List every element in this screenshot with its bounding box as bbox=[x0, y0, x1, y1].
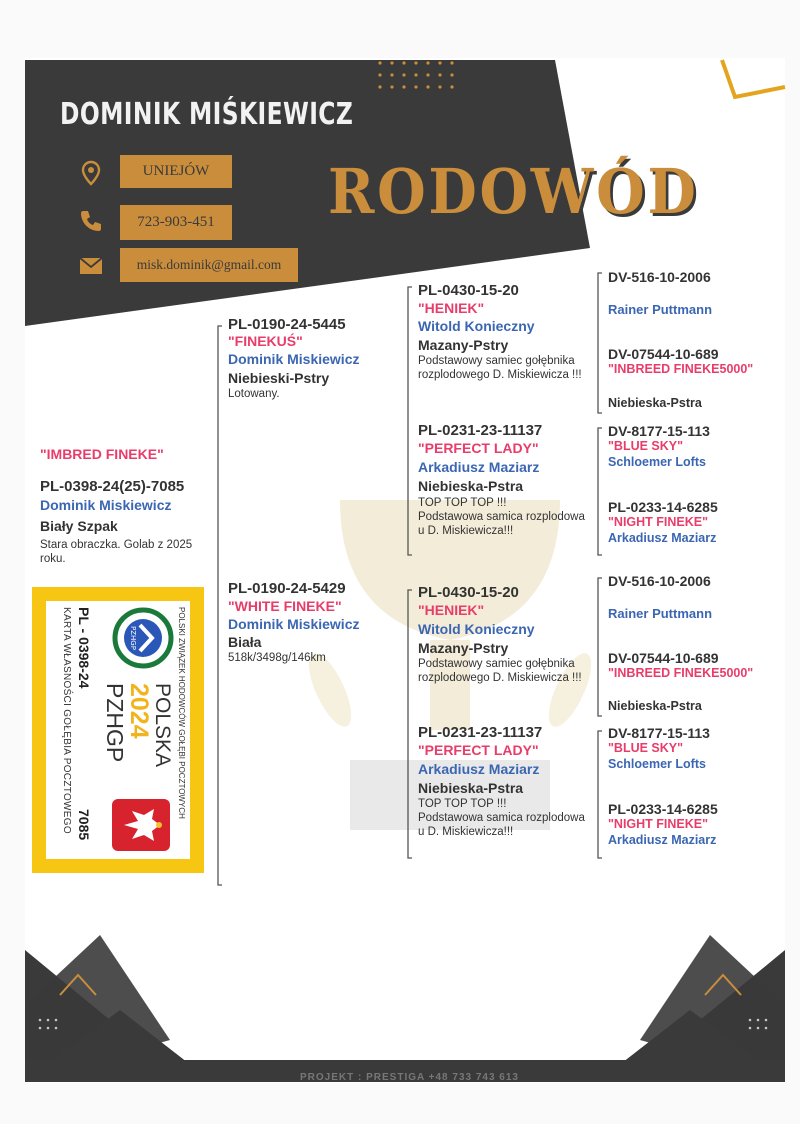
parent-1-ring: PL-0190-24-5445 bbox=[228, 316, 346, 333]
card-union-name: POLSKI ZWIĄZEK HODOWCÓW GOŁĘBI POCZTOWYCH bbox=[177, 607, 186, 819]
great-grandparent-2-name: "INBREED FINEKE5000" bbox=[608, 362, 754, 376]
subject-breeder: Dominik Miskiewicz bbox=[40, 497, 172, 513]
great-grandparent-8-name: "NIGHT FINEKE" bbox=[608, 817, 709, 831]
card-ring-prefix: PL - 0398-24 bbox=[76, 607, 92, 689]
parent-1-note: Lotowany. bbox=[228, 388, 280, 400]
parent-1-name: "FINEKUŚ" bbox=[228, 333, 303, 349]
great-grandparent-6-ring: DV-07544-10-689 bbox=[608, 650, 719, 666]
card-year: 2024 bbox=[125, 683, 153, 739]
parent-1-color: Niebieski-Pstry bbox=[228, 370, 330, 386]
polish-eagle-emblem-icon bbox=[110, 797, 172, 853]
card-ring-number: 7085 bbox=[76, 809, 92, 841]
footer-credit: PROJEKT : PRESTIGA +48 733 743 613 bbox=[300, 1072, 519, 1083]
great-grandparent-5-breeder: Rainer Puttmann bbox=[608, 606, 713, 621]
parent-2-breeder: Dominik Miskiewicz bbox=[228, 616, 360, 632]
phone-box: 723-903-451 bbox=[120, 205, 232, 240]
grandparent-2-name: "PERFECT LADY" bbox=[418, 440, 539, 456]
subject-ring: PL-0398-24(25)-7085 bbox=[40, 478, 185, 495]
great-grandparent-7-ring: DV-8177-15-113 bbox=[608, 725, 710, 741]
footer-graphics bbox=[0, 920, 800, 1095]
great-grandparent-4-name: "NIGHT FINEKE" bbox=[608, 515, 709, 529]
great-grandparent-3-ring: DV-8177-15-113 bbox=[608, 423, 710, 439]
great-grandparent-1-ring: DV-516-10-2006 bbox=[608, 269, 711, 285]
great-grandparent-8-breeder: Arkadiusz Maziarz bbox=[608, 833, 717, 847]
grandparent-1-name: "HENIEK" bbox=[418, 300, 485, 316]
location-box: UNIEJÓW bbox=[120, 155, 232, 188]
great-grandparent-2-ring: DV-07544-10-689 bbox=[608, 346, 719, 362]
card-org: PZHGP bbox=[102, 683, 128, 763]
grandparent-3-name: "HENIEK" bbox=[418, 602, 485, 618]
grandparent-2-color: Niebieska-Pstra bbox=[418, 478, 524, 494]
card-title: KARTA WŁASNOŚCI GOŁĘBIA POCZTOWEGO bbox=[61, 607, 72, 834]
grandparent-1-color: Mazany-Pstry bbox=[418, 337, 509, 353]
grandparent-2-note-2: Podstawowa samica rozplodowa u D. Miskiewicza!!! bbox=[418, 511, 585, 537]
grandparent-3-ring: PL-0430-15-20 bbox=[418, 584, 519, 601]
grandparent-3-color: Mazany-Pstry bbox=[418, 640, 509, 656]
subject-name: "IMBRED FINEKE" bbox=[40, 446, 164, 462]
grandparent-1-breeder: Witold Konieczny bbox=[418, 318, 535, 334]
owner-name: DOMINIK MIŚKIEWICZ bbox=[60, 97, 354, 132]
parent-2-name: "WHITE FINEKE" bbox=[228, 598, 342, 614]
grandparent-4-ring: PL-0231-23-11137 bbox=[418, 724, 543, 741]
subject-note: Stara obraczka. Golab z 2025 roku. bbox=[40, 539, 193, 565]
card-country: POLSKA bbox=[151, 683, 174, 768]
grandparent-1-note: Podstawowy samiec gołębnika rozplodowego D. Miskiewicza !!! bbox=[418, 355, 582, 381]
logo-text: PZHGP bbox=[129, 626, 137, 650]
card-rotated-content bbox=[46, 601, 190, 859]
great-grandparent-4-ring: PL-0233-14-6285 bbox=[608, 499, 718, 515]
ownership-card bbox=[32, 587, 204, 873]
great-grandparent-1-breeder: Rainer Puttmann bbox=[608, 302, 713, 317]
parent-2-ring: PL-0190-24-5429 bbox=[228, 580, 346, 597]
grandparent-4-breeder: Arkadiusz Maziarz bbox=[418, 761, 540, 777]
grandparent-4-color: Niebieska-Pstra bbox=[418, 780, 524, 796]
great-grandparent-4-breeder: Arkadiusz Maziarz bbox=[608, 531, 717, 545]
great-grandparent-3-breeder: Schloemer Lofts bbox=[608, 455, 706, 469]
grandparent-3-note: Podstawowy samiec gołębnika rozplodowego D. Miskiewicza !!! bbox=[418, 658, 582, 684]
pzhgp-logo-icon bbox=[112, 607, 174, 669]
grandparent-4-note-1: TOP TOP TOP !!! bbox=[418, 798, 507, 810]
grandparent-4-note-2: Podstawowa samica rozplodowa u D. Miskiewicza!!! bbox=[418, 812, 585, 838]
grandparent-4-name: "PERFECT LADY" bbox=[418, 742, 539, 758]
great-grandparent-7-breeder: Schloemer Lofts bbox=[608, 757, 706, 771]
great-grandparent-2-color: Niebieska-Pstra bbox=[608, 396, 702, 410]
page-title: RODOWÓD bbox=[328, 155, 699, 228]
great-grandparent-6-name: "INBREED FINEKE5000" bbox=[608, 666, 754, 680]
parent-2-color: Biała bbox=[228, 634, 262, 650]
parent-2-note: 518k/3498g/146km bbox=[228, 652, 326, 664]
grandparent-2-note-1: TOP TOP TOP !!! bbox=[418, 497, 507, 509]
grandparent-1-ring: PL-0430-15-20 bbox=[418, 282, 519, 299]
ownership-card-inner bbox=[46, 601, 190, 859]
grandparent-2-breeder: Arkadiusz Maziarz bbox=[418, 459, 540, 475]
great-grandparent-5-ring: DV-516-10-2006 bbox=[608, 573, 711, 589]
parent-1-breeder: Dominik Miskiewicz bbox=[228, 351, 360, 367]
grandparent-2-ring: PL-0231-23-11137 bbox=[418, 422, 543, 439]
email-box: misk.dominik@gmail.com bbox=[120, 248, 298, 282]
grandparent-3-breeder: Witold Konieczny bbox=[418, 621, 535, 637]
great-grandparent-3-name: "BLUE SKY" bbox=[608, 439, 684, 453]
great-grandparent-7-name: "BLUE SKY" bbox=[608, 741, 684, 755]
subject-color: Biały Szpak bbox=[40, 518, 118, 534]
great-grandparent-6-color: Niebieska-Pstra bbox=[608, 699, 702, 713]
great-grandparent-8-ring: PL-0233-14-6285 bbox=[608, 801, 718, 817]
